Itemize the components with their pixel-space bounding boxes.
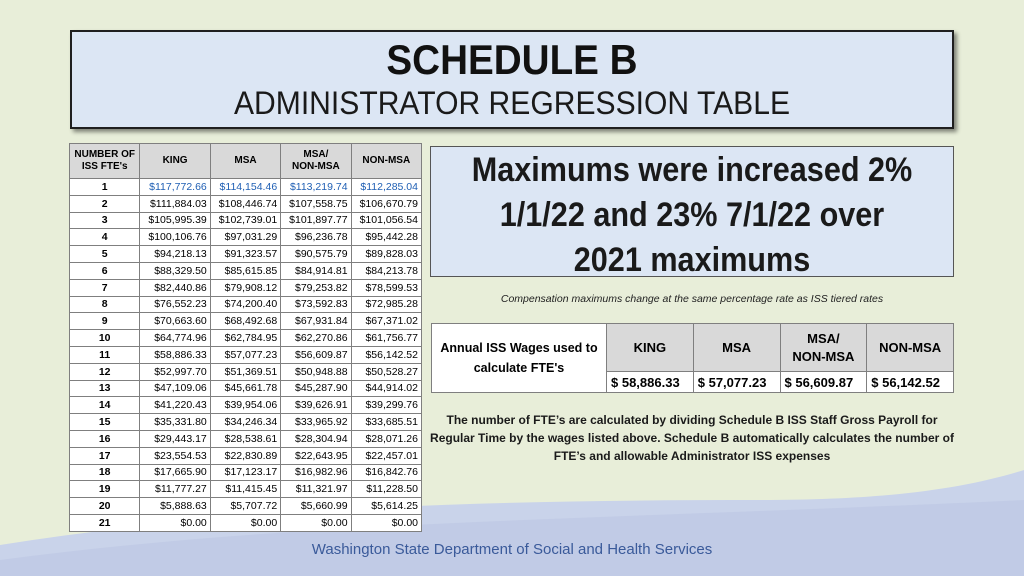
- wage-cell: $58,886.33: [140, 346, 210, 363]
- fte-count-cell: 16: [70, 430, 140, 447]
- header-king: KING: [140, 144, 210, 179]
- table-row: [70, 279, 422, 296]
- fte-count-cell: 2: [70, 195, 140, 212]
- wage-cell: $11,415.45: [210, 481, 280, 498]
- wage-cell: $28,071.26: [351, 430, 421, 447]
- wage-cell: $82,440.86: [140, 279, 210, 296]
- annual-wages-label: Annual ISS Wages used to calculate FTE's: [432, 324, 607, 393]
- maximums-callout: [430, 146, 954, 277]
- page-title: SCHEDULE B: [386, 36, 638, 83]
- fte-count-cell: 21: [70, 514, 140, 531]
- wage-cell: $0.00: [281, 514, 351, 531]
- regression-table-body: [70, 179, 422, 532]
- wage-cell: $5,660.99: [281, 498, 351, 515]
- fte-calculation-note: The number of FTE’s are calculated by dividing Schedule B ISS Staff Gross Payroll for Regular Time by the wages listed above. Schedule B automatically calculates the number of FTE’s and allowable Administrator ISS expenses: [430, 413, 954, 463]
- wage-cell: $67,371.02: [351, 313, 421, 330]
- regression-table-header: [70, 144, 422, 179]
- wage-cell: $64,774.96: [140, 330, 210, 347]
- title-box: [70, 30, 954, 129]
- wage-cell: $61,756.77: [351, 330, 421, 347]
- table-row: [70, 229, 422, 246]
- wage-cell: $62,784.95: [210, 330, 280, 347]
- wage-cell: $67,931.84: [281, 313, 351, 330]
- fte-count-cell: 13: [70, 380, 140, 397]
- wage-cell: $50,948.88: [281, 363, 351, 380]
- wage-cell: $84,914.81: [281, 262, 351, 279]
- wage-cell: $84,213.78: [351, 262, 421, 279]
- fte-count-cell: 1: [70, 179, 140, 196]
- table-row: [70, 430, 422, 447]
- wage-cell: $113,219.74: [281, 179, 351, 196]
- wage-cell: $5,707.72: [210, 498, 280, 515]
- table-row: [70, 414, 422, 431]
- wage-cell: $56,142.52: [351, 346, 421, 363]
- wage-cell: $11,777.27: [140, 481, 210, 498]
- wage-cell: $100,106.76: [140, 229, 210, 246]
- fte-count-cell: 5: [70, 246, 140, 263]
- wage-cell: $17,665.90: [140, 464, 210, 481]
- wage-cell: $33,685.51: [351, 414, 421, 431]
- table-row: [70, 179, 422, 196]
- wage-cell: $28,304.94: [281, 430, 351, 447]
- fte-count-cell: 6: [70, 262, 140, 279]
- wage-cell: $101,897.77: [281, 212, 351, 229]
- header-msa: MSA: [210, 144, 280, 179]
- wage-cell: $94,218.13: [140, 246, 210, 263]
- table-row: [70, 262, 422, 279]
- wage-cell: $96,236.78: [281, 229, 351, 246]
- wage-cell: $17,123.17: [210, 464, 280, 481]
- wage-cell: $78,599.53: [351, 279, 421, 296]
- wages-header-king: KING: [607, 324, 694, 372]
- wage-cell: $11,321.97: [281, 481, 351, 498]
- table-row: [70, 380, 422, 397]
- table-row: [70, 296, 422, 313]
- wage-cell: $91,323.57: [210, 246, 280, 263]
- wage-cell: $57,077.23: [210, 346, 280, 363]
- wage-cell: $5,888.63: [140, 498, 210, 515]
- table-row: [70, 464, 422, 481]
- wage-cell: $47,109.06: [140, 380, 210, 397]
- wage-cell: $35,331.80: [140, 414, 210, 431]
- table-row: [70, 481, 422, 498]
- fte-count-cell: 18: [70, 464, 140, 481]
- maximums-line-2: 1/1/22 and 23% 7/1/22 over: [499, 196, 885, 234]
- wage-cell: $90,575.79: [281, 246, 351, 263]
- page-subtitle: ADMINISTRATOR REGRESSION TABLE: [233, 85, 791, 121]
- wages-value-msa: $ 57,077.23: [693, 372, 780, 393]
- wage-cell: $0.00: [140, 514, 210, 531]
- wage-cell: $44,914.02: [351, 380, 421, 397]
- wage-cell: $108,446.74: [210, 195, 280, 212]
- wage-cell: $0.00: [351, 514, 421, 531]
- wage-cell: $112,285.04: [351, 179, 421, 196]
- table-row: [70, 212, 422, 229]
- header-msa-non-msa: MSA/ NON-MSA: [281, 144, 351, 179]
- wage-cell: $23,554.53: [140, 447, 210, 464]
- wage-cell: $79,253.82: [281, 279, 351, 296]
- wage-cell: $88,329.50: [140, 262, 210, 279]
- wage-cell: $117,772.66: [140, 179, 210, 196]
- wages-value-king: $ 58,886.33: [607, 372, 694, 393]
- wage-cell: $22,643.95: [281, 447, 351, 464]
- table-row: [70, 195, 422, 212]
- wage-cell: $85,615.85: [210, 262, 280, 279]
- maximums-line-1: Maximums were increased 2%: [471, 151, 913, 189]
- wage-cell: $74,200.40: [210, 296, 280, 313]
- fte-count-cell: 8: [70, 296, 140, 313]
- wage-cell: $56,609.87: [281, 346, 351, 363]
- table-row: [70, 447, 422, 464]
- wage-cell: $62,270.86: [281, 330, 351, 347]
- wage-cell: $22,457.01: [351, 447, 421, 464]
- wage-cell: $111,884.03: [140, 195, 210, 212]
- wage-cell: $73,592.83: [281, 296, 351, 313]
- wage-cell: $101,056.54: [351, 212, 421, 229]
- maximums-line-3: 2021 maximums: [573, 241, 811, 279]
- wage-cell: $29,443.17: [140, 430, 210, 447]
- fte-count-cell: 3: [70, 212, 140, 229]
- wage-cell: $28,538.61: [210, 430, 280, 447]
- table-row: [70, 246, 422, 263]
- table-row: [70, 514, 422, 531]
- wage-cell: $22,830.89: [210, 447, 280, 464]
- wage-cell: $0.00: [210, 514, 280, 531]
- wage-cell: $45,287.90: [281, 380, 351, 397]
- fte-count-cell: 17: [70, 447, 140, 464]
- wages-value-non-msa: $ 56,142.52: [867, 372, 954, 393]
- fte-count-cell: 11: [70, 346, 140, 363]
- fte-count-cell: 15: [70, 414, 140, 431]
- fte-count-cell: 9: [70, 313, 140, 330]
- table-row: [70, 330, 422, 347]
- wages-header-msa-non-msa: MSA/ NON-MSA: [780, 324, 867, 372]
- fte-count-cell: 12: [70, 363, 140, 380]
- wage-cell: $52,997.70: [140, 363, 210, 380]
- annual-wages-table: [431, 323, 954, 393]
- wage-cell: $102,739.01: [210, 212, 280, 229]
- fte-count-cell: 4: [70, 229, 140, 246]
- wage-cell: $70,663.60: [140, 313, 210, 330]
- wage-cell: $76,552.23: [140, 296, 210, 313]
- fte-count-cell: 14: [70, 397, 140, 414]
- fte-count-cell: 19: [70, 481, 140, 498]
- regression-table: [69, 143, 422, 532]
- table-row: [70, 346, 422, 363]
- wage-cell: $89,828.03: [351, 246, 421, 263]
- footer-agency-name: Washington State Department of Social and Health Services: [311, 541, 713, 558]
- wage-cell: $11,228.50: [351, 481, 421, 498]
- wage-cell: $105,995.39: [140, 212, 210, 229]
- header-fte: NUMBER OF ISS FTE's: [70, 144, 140, 179]
- table-row: [70, 363, 422, 380]
- wage-cell: $16,842.76: [351, 464, 421, 481]
- wage-cell: $97,031.29: [210, 229, 280, 246]
- table-row: [70, 397, 422, 414]
- wage-cell: $39,626.91: [281, 397, 351, 414]
- wage-cell: $79,908.12: [210, 279, 280, 296]
- wage-cell: $106,670.79: [351, 195, 421, 212]
- wages-value-msa-non-msa: $ 56,609.87: [780, 372, 867, 393]
- wage-cell: $68,492.68: [210, 313, 280, 330]
- wage-cell: $107,558.75: [281, 195, 351, 212]
- wages-header-msa: MSA: [693, 324, 780, 372]
- header-non-msa: NON-MSA: [351, 144, 421, 179]
- wage-cell: $39,299.76: [351, 397, 421, 414]
- wage-cell: $95,442.28: [351, 229, 421, 246]
- wage-cell: $50,528.27: [351, 363, 421, 380]
- wage-cell: $114,154.46: [210, 179, 280, 196]
- wage-cell: $33,965.92: [281, 414, 351, 431]
- fte-count-cell: 20: [70, 498, 140, 515]
- wage-cell: $34,246.34: [210, 414, 280, 431]
- compensation-note: Compensation maximums change at the same percentage rate as ISS tiered rates: [500, 293, 884, 305]
- table-row: [70, 498, 422, 515]
- fte-count-cell: 7: [70, 279, 140, 296]
- wage-cell: $51,369.51: [210, 363, 280, 380]
- wage-cell: $16,982.96: [281, 464, 351, 481]
- wage-cell: $5,614.25: [351, 498, 421, 515]
- fte-count-cell: 10: [70, 330, 140, 347]
- wages-header-non-msa: NON-MSA: [867, 324, 954, 372]
- wage-cell: $72,985.28: [351, 296, 421, 313]
- wage-cell: $41,220.43: [140, 397, 210, 414]
- table-row: [70, 313, 422, 330]
- wage-cell: $45,661.78: [210, 380, 280, 397]
- wage-cell: $39,954.06: [210, 397, 280, 414]
